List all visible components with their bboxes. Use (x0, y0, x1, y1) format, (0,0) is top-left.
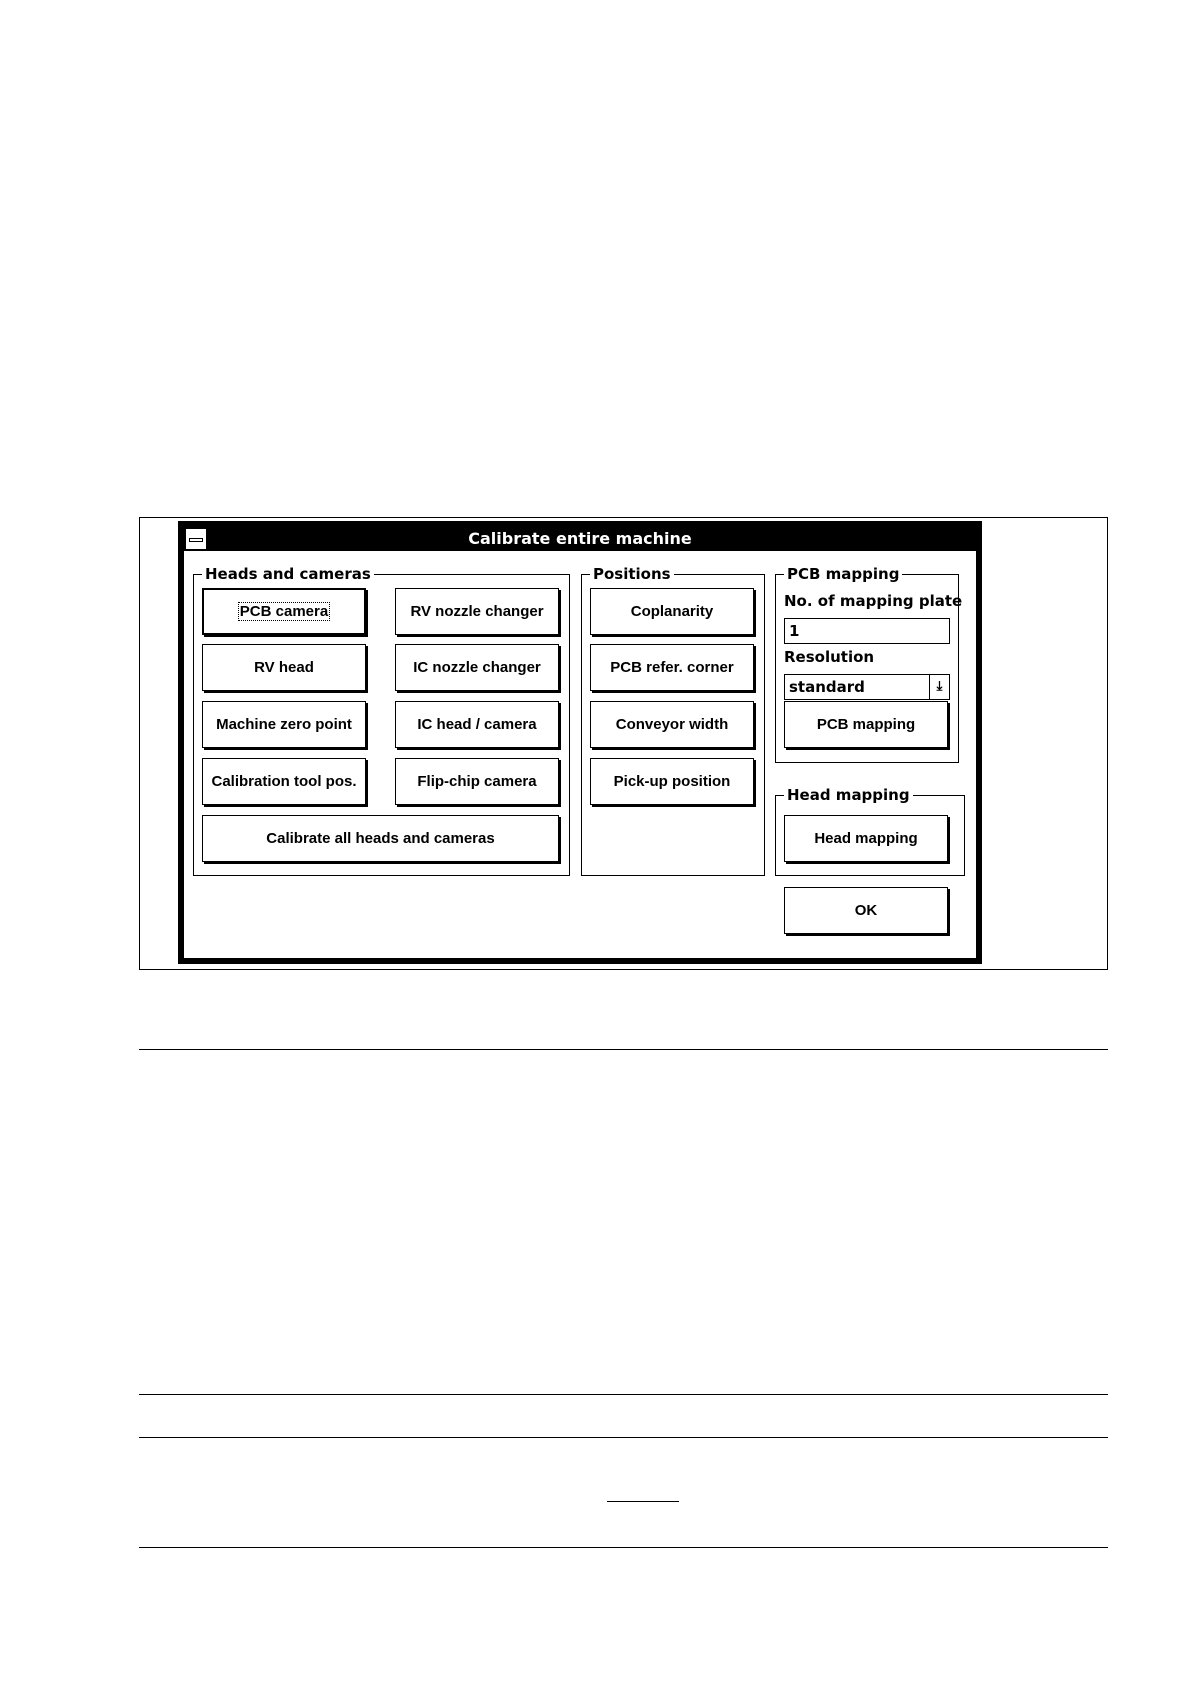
heads-and-cameras-label: Heads and cameras (202, 565, 374, 583)
rv-nozzle-changer-button[interactable]: RV nozzle changer (395, 588, 559, 635)
divider-top (139, 1049, 1108, 1050)
resolution-label: Resolution (784, 648, 875, 666)
head-mapping-label: Head mapping (784, 786, 913, 804)
head-mapping-button[interactable]: Head mapping (784, 815, 948, 862)
divider-lower (139, 1437, 1108, 1438)
machine-zero-point-button[interactable]: Machine zero point (202, 701, 366, 748)
ic-nozzle-changer-button[interactable]: IC nozzle changer (395, 644, 559, 691)
pcb-refer-corner-button[interactable]: PCB refer. corner (590, 644, 754, 691)
positions-label: Positions (590, 565, 674, 583)
coplanarity-button[interactable]: Coplanarity (590, 588, 754, 635)
title-bar (184, 527, 976, 551)
ok-button[interactable]: OK (784, 887, 948, 934)
resolution-value: standard (789, 678, 865, 696)
calibration-tool-pos-button[interactable]: Calibration tool pos. (202, 758, 366, 805)
pcb-mapping-label: PCB mapping (784, 565, 902, 583)
pcb-camera-button[interactable]: PCB camera (202, 588, 366, 635)
window-title: Calibrate entire machine (468, 529, 692, 548)
pick-up-position-button[interactable]: Pick-up position (590, 758, 754, 805)
system-menu-icon[interactable] (185, 528, 207, 550)
mapping-plate-label: No. of mapping plate (784, 592, 963, 610)
flip-chip-camera-button[interactable]: Flip-chip camera (395, 758, 559, 805)
divider-bottom (139, 1547, 1108, 1548)
divider-middle (139, 1394, 1108, 1395)
ic-head-camera-button[interactable]: IC head / camera (395, 701, 559, 748)
rv-head-button[interactable]: RV head (202, 644, 366, 691)
signature-line (607, 1501, 679, 1502)
mapping-plate-input[interactable]: 1 (784, 618, 950, 644)
pcb-mapping-button[interactable]: PCB mapping (784, 701, 948, 748)
resolution-select[interactable] (784, 674, 950, 700)
calibrate-dialog (178, 521, 982, 964)
conveyor-width-button[interactable]: Conveyor width (590, 701, 754, 748)
calibrate-all-heads-and-cameras-button[interactable]: Calibrate all heads and cameras (202, 815, 559, 862)
dropdown-arrow-icon[interactable]: ⤓ (929, 675, 949, 699)
